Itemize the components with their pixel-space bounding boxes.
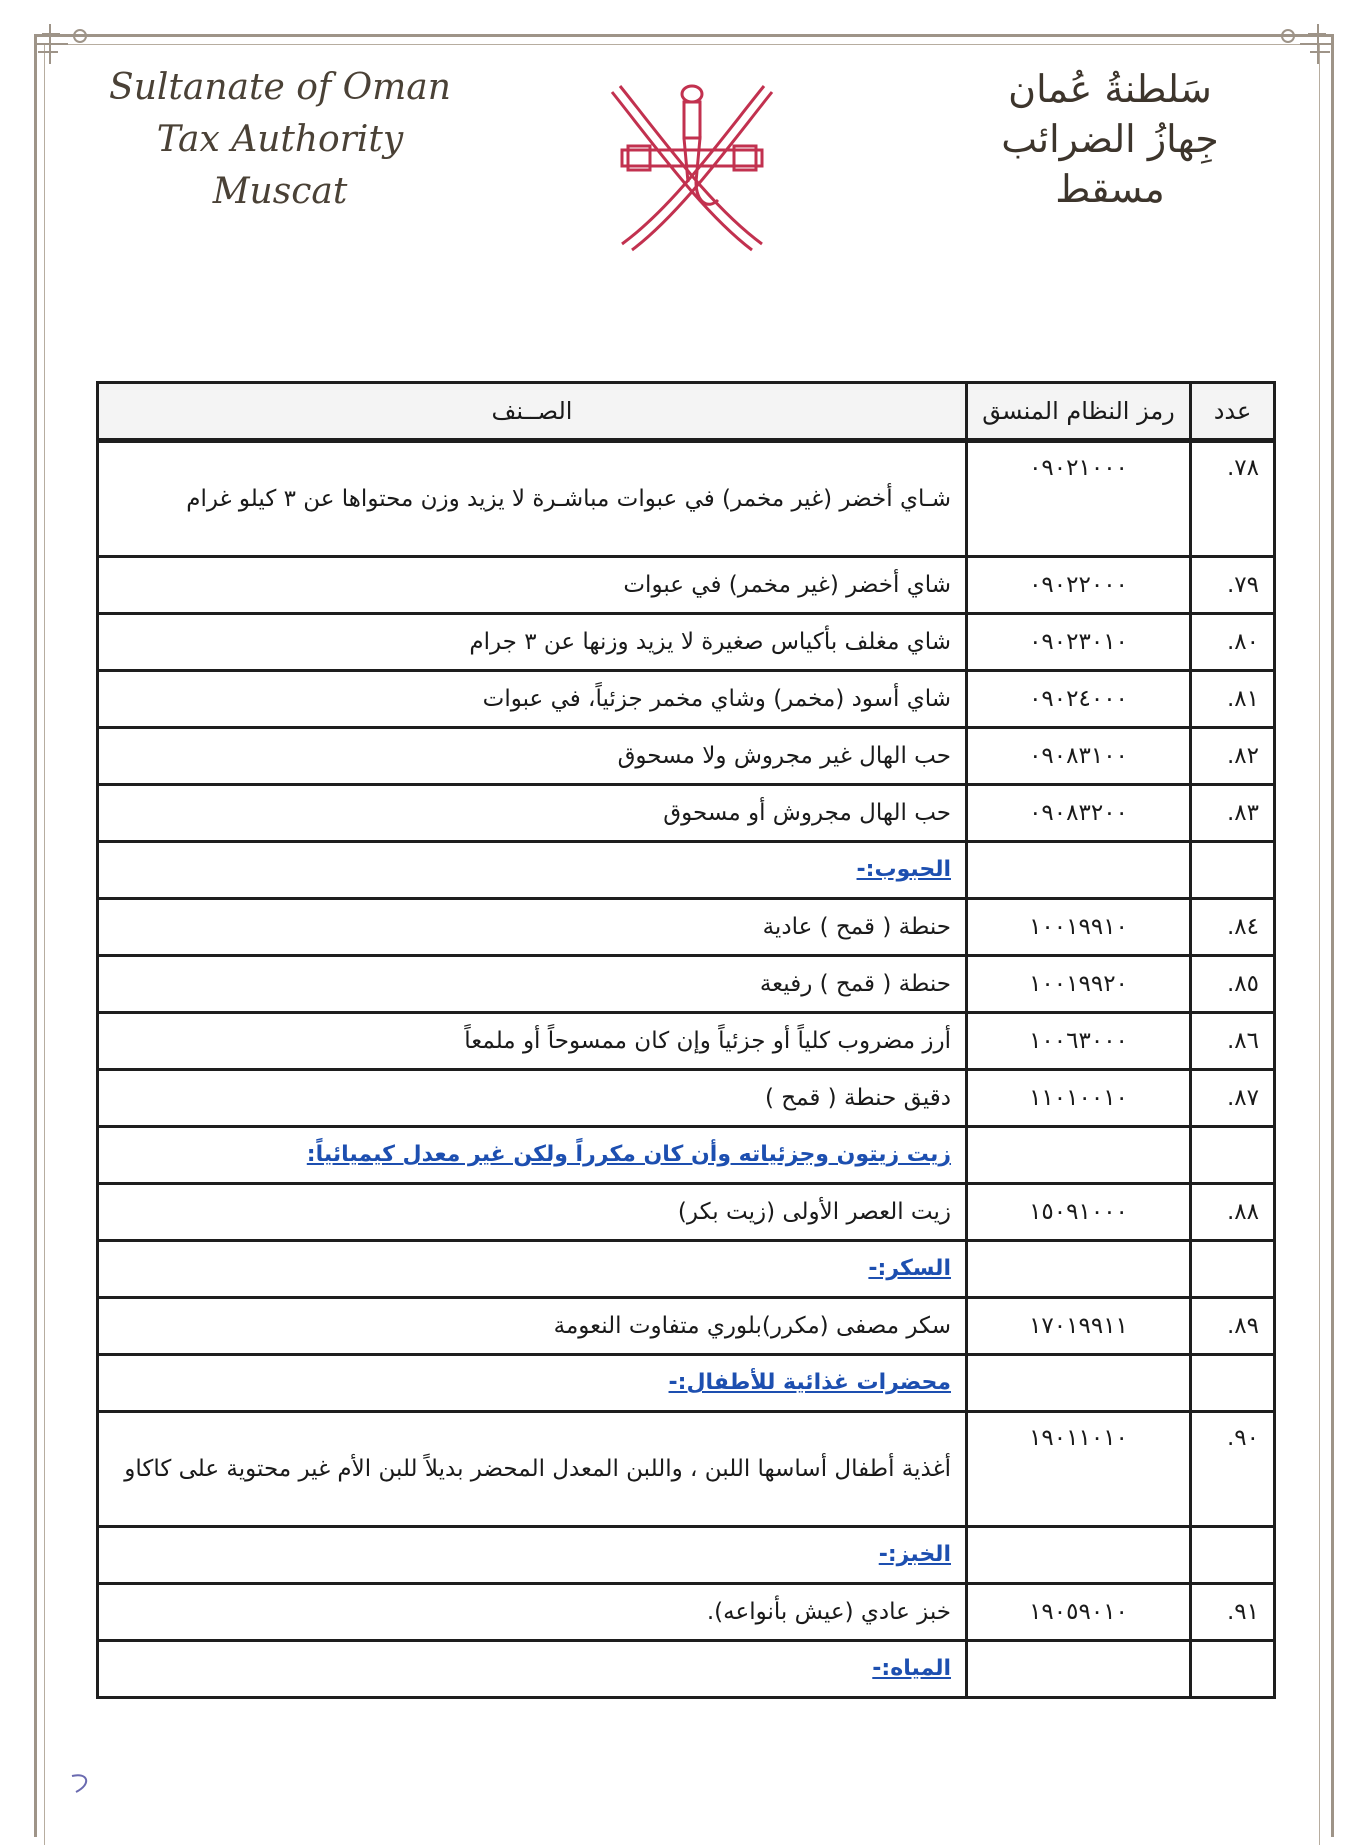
row-item: أرز مضروب كلياً أو جزئياً وإن كان ممسوحاً أو ملمعاً <box>98 1013 967 1070</box>
row-hs-code: ١١٠١٠٠١٠ <box>967 1070 1191 1127</box>
section-heading: المياه:- <box>98 1641 967 1698</box>
header-english <box>90 62 470 218</box>
table-row <box>98 441 1275 557</box>
row-item: خبز عادي (عيش بأنواعه). <box>98 1584 967 1641</box>
row-number: ٨٥. <box>1191 956 1275 1013</box>
row-number <box>1191 1641 1275 1698</box>
hs-code-table <box>96 381 1276 1699</box>
row-number: ٨٣. <box>1191 785 1275 842</box>
section-row <box>98 842 1275 899</box>
table-row <box>98 728 1275 785</box>
row-number: ٧٨. <box>1191 441 1275 557</box>
table-body <box>98 441 1275 1698</box>
row-hs-code: ١٠٠١٩٩٢٠ <box>967 956 1191 1013</box>
row-number <box>1191 1355 1275 1412</box>
page-mark-icon <box>68 1772 98 1796</box>
table-row <box>98 956 1275 1013</box>
table-row <box>98 557 1275 614</box>
table-row <box>98 1584 1275 1641</box>
row-item: شـاي أخضر (غير مخمر) في عبوات مباشـرة لا يزيد وزن محتواها عن ٣ كيلو غرام <box>98 441 967 557</box>
row-hs-code <box>967 1527 1191 1584</box>
row-item: سكر مصفى (مكرر)بلوري متفاوت النعومة <box>98 1298 967 1355</box>
header-arabic <box>960 64 1260 214</box>
row-item: حب الهال غير مجروش ولا مسحوق <box>98 728 967 785</box>
oman-emblem-icon <box>592 72 792 262</box>
row-hs-code <box>967 1241 1191 1298</box>
header-english-line-3: Muscat <box>212 171 348 212</box>
header-code: رمز النظام المنسق <box>967 383 1191 441</box>
table-header-row <box>98 383 1275 441</box>
header-arabic-line-1: سَلطنةُ عُمان <box>1008 67 1212 111</box>
section-row <box>98 1127 1275 1184</box>
table-row <box>98 899 1275 956</box>
row-number <box>1191 1527 1275 1584</box>
section-row <box>98 1241 1275 1298</box>
table-row <box>98 785 1275 842</box>
row-hs-code: ١٠٠١٩٩١٠ <box>967 899 1191 956</box>
row-hs-code: ١٩٠٥٩٠١٠ <box>967 1584 1191 1641</box>
row-number: ٨١. <box>1191 671 1275 728</box>
row-hs-code <box>967 1127 1191 1184</box>
table-row <box>98 1412 1275 1527</box>
row-number: ٨٨. <box>1191 1184 1275 1241</box>
row-number <box>1191 842 1275 899</box>
row-number: ٩١. <box>1191 1584 1275 1641</box>
row-item: حنطة ( قمح ) رفيعة <box>98 956 967 1013</box>
row-item: شاي مغلف بأكياس صغيرة لا يزيد وزنها عن ٣ جرام <box>98 614 967 671</box>
header-english-line-1: Sultanate of Oman <box>109 67 451 108</box>
section-heading: السكر:- <box>98 1241 967 1298</box>
row-number: ٨٤. <box>1191 899 1275 956</box>
row-hs-code: ٠٩٠٢٣٠١٠ <box>967 614 1191 671</box>
section-heading: محضرات غذائية للأطفال:- <box>98 1355 967 1412</box>
section-heading: زيت زيتون وجزئياته وأن كان مكرراً ولكن غير معدل كيميائياً: <box>98 1127 967 1184</box>
row-number: ٨٦. <box>1191 1013 1275 1070</box>
table-row <box>98 671 1275 728</box>
row-number: ٩٠. <box>1191 1412 1275 1527</box>
table-row <box>98 1298 1275 1355</box>
row-number: ٨٩. <box>1191 1298 1275 1355</box>
row-item: حنطة ( قمح ) عادية <box>98 899 967 956</box>
row-number: ٧٩. <box>1191 557 1275 614</box>
row-number <box>1191 1127 1275 1184</box>
row-hs-code: ١٠٠٦٣٠٠٠ <box>967 1013 1191 1070</box>
row-hs-code <box>967 1641 1191 1698</box>
row-hs-code: ١٩٠١١٠١٠ <box>967 1412 1191 1527</box>
row-hs-code <box>967 1355 1191 1412</box>
row-hs-code: ٠٩٠٨٣٢٠٠ <box>967 785 1191 842</box>
corner-ornament-right <box>1250 14 1340 74</box>
section-row <box>98 1355 1275 1412</box>
table-row <box>98 1013 1275 1070</box>
row-number: ٨٢. <box>1191 728 1275 785</box>
row-hs-code <box>967 842 1191 899</box>
row-number <box>1191 1241 1275 1298</box>
row-hs-code: ٠٩٠٢٤٠٠٠ <box>967 671 1191 728</box>
header-item: الصــنف <box>98 383 967 441</box>
header-arabic-line-3: مسقط <box>1055 167 1165 211</box>
row-item: زيت العصر الأولى (زيت بكر) <box>98 1184 967 1241</box>
section-row <box>98 1641 1275 1698</box>
row-hs-code: ١٥٠٩١٠٠٠ <box>967 1184 1191 1241</box>
row-item: شاي أسود (مخمر) وشاي مخمر جزئياً، في عبوات <box>98 671 967 728</box>
row-number: ٨٠. <box>1191 614 1275 671</box>
row-hs-code: ١٧٠١٩٩١١ <box>967 1298 1191 1355</box>
row-hs-code: ٠٩٠٢١٠٠٠ <box>967 441 1191 557</box>
header-arabic-line-2: جِهازُ الضرائب <box>1001 117 1219 161</box>
table-row <box>98 614 1275 671</box>
row-item: أغذية أطفال أساسها اللبن ، واللبن المعدل المحضر بديلاً للبن الأم غير محتوية على كاكاو <box>98 1412 967 1527</box>
row-item: شاي أخضر (غير مخمر) في عبوات <box>98 557 967 614</box>
header-english-line-2: Tax Authority <box>156 119 404 160</box>
header-number: عدد <box>1191 383 1275 441</box>
section-heading: الحبوب:- <box>98 842 967 899</box>
row-item: دقيق حنطة ( قمح ) <box>98 1070 967 1127</box>
row-number: ٨٧. <box>1191 1070 1275 1127</box>
row-hs-code: ٠٩٠٢٢٠٠٠ <box>967 557 1191 614</box>
row-item: حب الهال مجروش أو مسحوق <box>98 785 967 842</box>
section-row <box>98 1527 1275 1584</box>
table-row <box>98 1070 1275 1127</box>
table-row <box>98 1184 1275 1241</box>
section-heading: الخبز:- <box>98 1527 967 1584</box>
row-hs-code: ٠٩٠٨٣١٠٠ <box>967 728 1191 785</box>
